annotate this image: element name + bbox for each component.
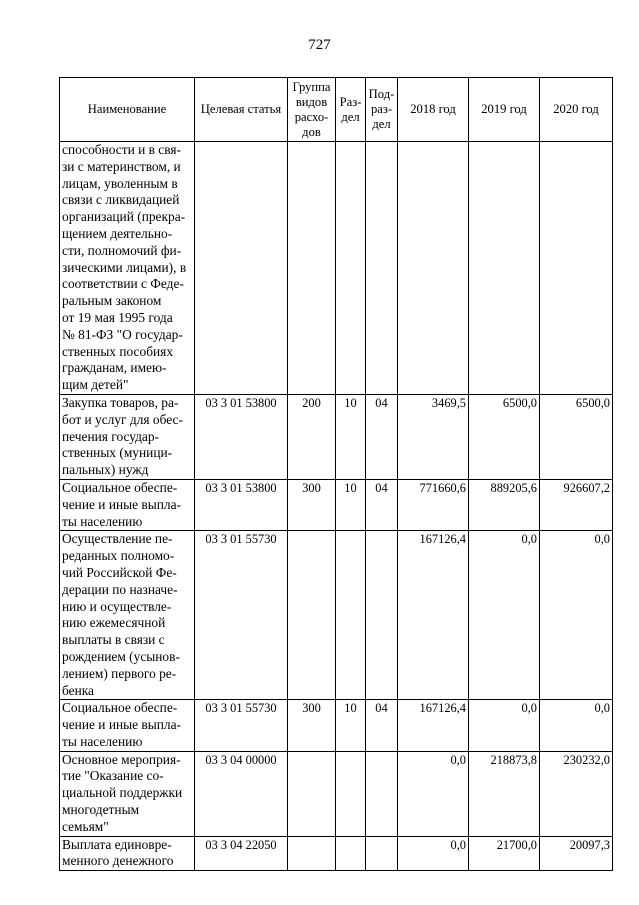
row-group: 300 [288,479,336,530]
row-2020: 6500,0 [540,394,613,479]
row-section: 10 [336,700,366,751]
row-2018: 0,0 [398,836,469,871]
table-row [60,142,613,395]
row-section [336,836,366,871]
row-article: 03 3 01 53800 [195,394,288,479]
row-section: 10 [336,394,366,479]
row-subsection: 04 [366,479,398,530]
header-2018: 2018 год [398,78,469,142]
row-2020: 0,0 [540,700,613,751]
row-subsection: 04 [366,394,398,479]
row-subsection [366,531,398,700]
row-article: 03 3 01 55730 [195,531,288,700]
row-group: 300 [288,700,336,751]
row-name-text: Социальное обеспе- чение и иные выпла- ты населению [62,479,182,529]
row-group: 200 [288,394,336,479]
row-article: 03 3 04 22050 [195,836,288,871]
row-2020: 20097,3 [540,836,613,871]
row-article: 03 3 01 53800 [195,479,288,530]
table-row [60,751,613,836]
row-name-text: Социальное обеспе- чение и иные выпла- ты населению [62,700,182,749]
row-2019: 0,0 [469,531,540,700]
row-2018: 771660,6 [398,479,469,530]
table-row [60,700,613,751]
row-2019: 6500,0 [469,394,540,479]
header-group: Группа видов расхо-дов [288,78,336,142]
row-article [195,142,288,395]
header-section: Раз-дел [336,78,366,142]
row-2019 [469,142,540,395]
row-2019: 21700,0 [469,836,540,871]
row-name [60,394,195,479]
row-name [60,142,195,395]
row-2020 [540,142,613,395]
row-name-text: Выплата единовре- менного денежного [62,836,174,869]
row-name [60,531,195,700]
header-article: Целевая статья [195,78,288,142]
row-section [336,142,366,395]
row-subsection [366,836,398,871]
table-row [60,836,613,871]
row-2020: 0,0 [540,531,613,700]
budget-table [59,77,613,871]
row-subsection: 04 [366,700,398,751]
table-row [60,531,613,700]
row-group [288,531,336,700]
header-2020: 2020 год [540,78,613,142]
row-section: 10 [336,479,366,530]
table-header-row [60,78,613,142]
row-name-text: Осуществление пе- реданных полномо- чий Российской Фе- дерации по назначе- нию и осуществле- нию ежемесячной выплаты в связи с рождением (усынов- лением) первого ре- бенка [62,531,180,698]
row-2018: 167126,4 [398,531,469,700]
row-group [288,142,336,395]
header-subsection: Под-раз-дел [366,78,398,142]
row-subsection [366,751,398,836]
row-2019: 218873,8 [469,751,540,836]
table-row [60,479,613,530]
row-2018: 0,0 [398,751,469,836]
row-group [288,836,336,871]
header-2019: 2019 год [469,78,540,142]
row-name-text: способности и в свя- зи с материнством, и лицам, уволенным в связи с ликвидацией организаций (прекра- щением деятельно- сти, полномочий фи- зическими лицами), в соответствии с Феде- ральным законом от 19 мая 1995 года № 81-ФЗ "О государ- ственных пособиях гражданам, имею- щим детей" [62,142,187,393]
row-article: 03 3 04 00000 [195,751,288,836]
row-2018 [398,142,469,395]
row-article: 03 3 01 55730 [195,700,288,751]
row-2020: 926607,2 [540,479,613,530]
row-name-text: Основное мероприя- тие "Оказание со- циальной поддержки многодетным семьям" [62,751,183,834]
row-2018: 3469,5 [398,394,469,479]
row-group [288,751,336,836]
row-name [60,479,195,530]
row-name [60,751,195,836]
row-subsection [366,142,398,395]
row-name [60,836,195,871]
row-name [60,700,195,751]
row-2019: 889205,6 [469,479,540,530]
row-2019: 0,0 [469,700,540,751]
table-row [60,394,613,479]
page-number: 727 [308,37,331,53]
header-name: Наименование [60,78,195,142]
row-2020: 230232,0 [540,751,613,836]
row-section [336,531,366,700]
row-section [336,751,366,836]
row-name-text: Закупка товаров, ра- бот и услуг для обес- печения государ- ственных (муници- пальных) нужд [62,394,183,478]
row-2018: 167126,4 [398,700,469,751]
